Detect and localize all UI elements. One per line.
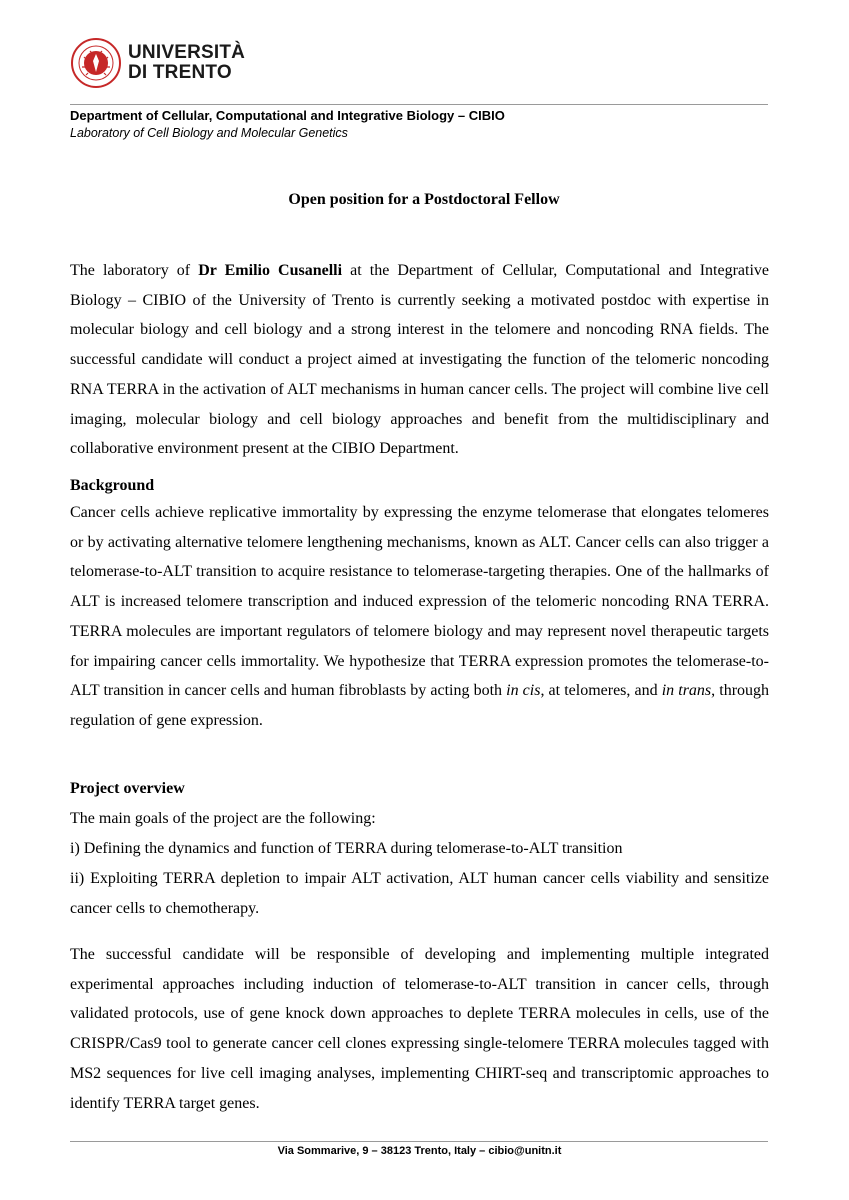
in-cis-term: in cis bbox=[506, 682, 541, 700]
footer-rule bbox=[70, 1141, 768, 1142]
project-goal-2: ii) Exploiting TERRA depletion to impair ALT activation, ALT human cancer cells viability and sensitize cancer cells to chemotherapy. bbox=[70, 870, 769, 917]
background-text-1: Cancer cells achieve replicative immortality by expressing the enzyme telomerase that elongates telomeres or by activating alternative telomere lengthening mechanisms, known as ALT. Cancer cells can also trigger a telomerase-to-ALT transition to acquire resistance to telomerase-targeting therapies. One of the hallmarks of ALT is increased telomere transcription and induced expression of the telomeric noncoding RNA TERRA. TERRA molecules are important regulators of telomere biology and may represent novel therapeutic targets for impairing cancer cells immortality. We hypothesize that TERRA expression promotes the telomerase-to-ALT transition in cancer cells and human fibroblasts by acting both bbox=[70, 504, 769, 700]
university-seal-icon bbox=[70, 37, 122, 89]
department-name: Department of Cellular, Computational and Integrative Biology – CIBIO bbox=[70, 108, 505, 123]
in-trans-term: in trans bbox=[661, 682, 712, 700]
header-rule bbox=[70, 104, 768, 105]
intro-after-name: at the Department of Cellular, Computational and Integrative Biology – CIBIO of the University of Trento is currently seeking a motivated postdoc with expertise in molecular biology and cell biology and a strong interest in the telomere and noncoding RNA fields. The successful candidate will conduct a project aimed at investigating the function of the telomeric noncoding RNA TERRA in the activation of ALT mechanisms in human cancer cells. The project will combine live cell imaging, molecular biology and cell biology approaches and benefit from the multidisciplinary and collaborative environment present at the CIBIO Department. bbox=[70, 262, 770, 458]
background-paragraph bbox=[70, 498, 769, 736]
laboratory-name: Laboratory of Cell Biology and Molecular Genetics bbox=[70, 126, 348, 140]
university-logo bbox=[70, 37, 245, 89]
footer-address: Via Sommarive, 9 – 38123 Trento, Italy – cibio@unitn.it bbox=[277, 1145, 562, 1157]
logo-line-2: DI TRENTO bbox=[128, 62, 232, 83]
background-text-2: , at telomeres, and bbox=[540, 682, 662, 700]
responsibilities-paragraph: The successful candidate will be responsible of developing and implementing multiple integrated experimental approaches including induction of telomerase-to-ALT transition in cancer cells, through validated protocols, use of gene knock down approaches to deplete TERRA molecules in cells, use of the CRISPR/Cas9 tool to generate cancer cell clones expressing single-telomere TERRA molecules tagged with MS2 sequences for live cell imaging analyses, implementing CHIRT-seq and transcriptomic approaches to identify TERRA target genes. bbox=[70, 946, 769, 1112]
background-text-3: , through regulation of gene expression. bbox=[70, 682, 770, 729]
project-goal-1: i) Defining the dynamics and function of TERRA during telomerase-to-ALT transition bbox=[70, 840, 623, 857]
intro-paragraph bbox=[70, 256, 769, 464]
project-goals-lead: The main goals of the project are the following: bbox=[70, 810, 376, 827]
logo-line-1: UNIVERSITÀ bbox=[128, 42, 246, 63]
pi-name: Dr Emilio Cusanelli bbox=[198, 262, 343, 279]
project-overview-heading: Project overview bbox=[70, 780, 185, 797]
intro-before-name: The laboratory of bbox=[70, 262, 199, 279]
background-heading: Background bbox=[70, 477, 155, 494]
page-title: Open position for a Postdoctoral Fellow bbox=[288, 191, 560, 208]
